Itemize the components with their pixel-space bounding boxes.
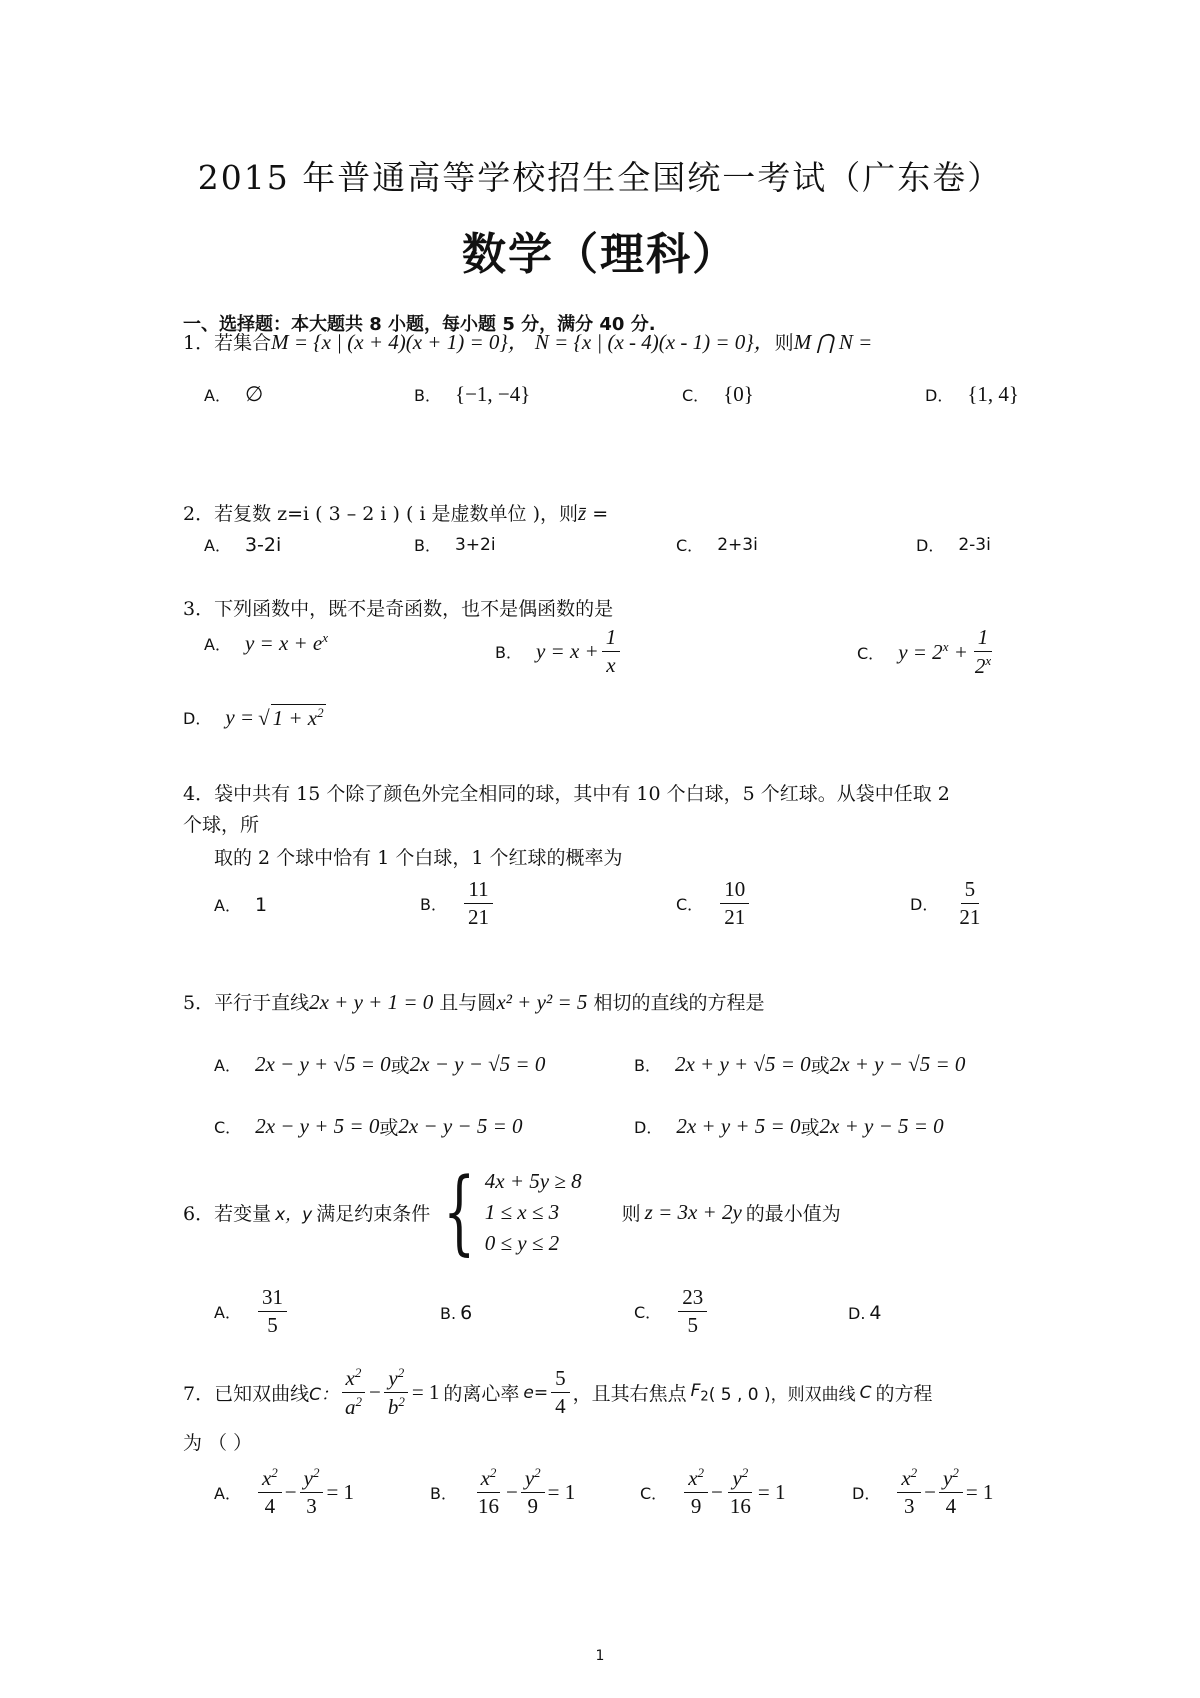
option-fraction — [258, 1286, 287, 1337]
sq-sup: 2 — [952, 1465, 959, 1480]
equals-one: = 1 — [757, 1479, 786, 1504]
option-label: B． — [634, 1056, 661, 1075]
q5-tail: 相切的直线的方程是 — [593, 992, 765, 1014]
fraction-denominator: 21 — [959, 905, 981, 930]
fraction-numerator: 5 — [961, 878, 980, 904]
q1-option-c — [682, 382, 754, 407]
q3-c-den-sup: x — [985, 653, 992, 669]
q6-option-a — [214, 1286, 290, 1337]
option-value — [245, 630, 328, 656]
q3-option-a — [204, 630, 328, 656]
q7-option-c — [640, 1466, 785, 1518]
option-value: {−1, −4} — [454, 382, 531, 406]
q7-f2-coord: ( 5 , 0 )，则双曲线 — [708, 1385, 856, 1406]
option-or: 或 — [379, 1117, 399, 1139]
option-value: 4 — [869, 1302, 882, 1324]
q3-a-sup: x — [322, 630, 329, 645]
fraction-denominator: 21 — [467, 905, 489, 930]
q5-option-c — [214, 1113, 523, 1140]
option-label: D． — [925, 386, 954, 405]
option-or: 或 — [800, 1117, 820, 1139]
var-x: x — [901, 1466, 911, 1490]
option-or: 或 — [810, 1055, 830, 1077]
var-y: y — [732, 1466, 742, 1490]
q7-option-b — [430, 1466, 575, 1518]
option-label: A． — [204, 536, 231, 555]
q3-d-radicand: 1 + x — [272, 706, 318, 730]
option-fraction — [720, 878, 749, 929]
q3-a-base: y = x + e — [244, 631, 323, 655]
var-x: x — [261, 1466, 272, 1490]
fraction-numerator: 23 — [678, 1286, 707, 1312]
q4-option-b — [420, 878, 496, 929]
var-b: b — [387, 1395, 399, 1420]
q3-option-c — [857, 626, 998, 678]
page-subtitle: 数学（理科） — [462, 229, 738, 280]
fraction-denominator: 4 — [264, 1494, 276, 1519]
fraction-numerator — [897, 1466, 921, 1493]
option-fraction — [955, 878, 984, 929]
option-label: B. — [440, 1303, 457, 1323]
question-2 — [183, 499, 608, 526]
section-heading: 一、选择题：本大题共 8 小题，每小题 5 分，满分 40 分. — [183, 314, 656, 335]
q1-set-n: N = {x | (x - 4)(x - 1) = 0}， — [534, 330, 775, 354]
option-value: 2+3i — [717, 534, 758, 555]
option-eq-2: 2x + y − 5 = 0 — [819, 1114, 944, 1138]
option-label: B． — [414, 536, 441, 555]
option-value: 1 — [254, 893, 268, 916]
var-y: y — [943, 1466, 953, 1490]
question-6 — [183, 1158, 841, 1265]
option-value: 3+2i — [454, 534, 496, 555]
q2-option-a — [204, 533, 281, 556]
q6-then: 则 — [621, 1202, 641, 1225]
option-eq-1: 2x − y + 5 = 0 — [255, 1114, 380, 1138]
sq-sup: 2 — [489, 1465, 497, 1480]
page-title: 2015 年普通高等学校招生全国统一考试（广东卷） — [197, 158, 1003, 197]
q6-option-b — [440, 1302, 472, 1324]
option-x-fraction — [684, 1466, 708, 1518]
q6-option-d — [848, 1302, 882, 1324]
q3-d-expr: y = — [225, 705, 255, 730]
option-label: D． — [183, 709, 212, 729]
sq-sup: 2 — [910, 1465, 918, 1480]
fraction-numerator: 5 — [551, 1367, 570, 1393]
q5-option-a — [214, 1051, 545, 1078]
option-label: C． — [676, 895, 704, 915]
question-7 — [183, 1366, 933, 1419]
fraction-denominator: x — [606, 653, 616, 678]
option-label: C． — [682, 386, 710, 405]
minus-sign: − — [924, 1479, 936, 1504]
fraction-numerator: 10 — [720, 878, 749, 904]
fraction-denominator — [384, 1393, 409, 1419]
q3-b-fraction — [602, 626, 621, 677]
q1-option-a — [204, 382, 263, 407]
q7-f2 — [691, 1381, 709, 1404]
constraint-line: 4x + 5y ≥ 8 — [484, 1168, 582, 1193]
option-y-fraction — [726, 1466, 755, 1518]
sq-sup: 2 — [271, 1465, 278, 1480]
fraction-numerator: 1 — [602, 626, 621, 652]
option-value: 3-2i — [244, 533, 282, 556]
option-x-fraction — [897, 1466, 921, 1518]
sq-sup: 2 — [741, 1465, 749, 1480]
q3-c-expr — [898, 639, 968, 665]
option-label: C． — [640, 1483, 668, 1503]
question-4-line-2: 个球，所 — [183, 814, 260, 836]
option-label: B． — [414, 386, 441, 405]
option-y-fraction — [300, 1466, 324, 1518]
option-y-fraction — [521, 1466, 545, 1518]
fraction-denominator: 9 — [527, 1494, 538, 1519]
q7-e-fraction — [551, 1367, 570, 1418]
option-fraction — [678, 1286, 707, 1337]
sq-sup: 2 — [355, 1394, 362, 1410]
option-label: D． — [852, 1483, 881, 1503]
q3-c-sup: x — [942, 639, 949, 655]
q3-d-sqrt: √ $1 + x^2$ — [258, 705, 324, 730]
left-brace-icon: { — [443, 1158, 476, 1265]
q2-option-d — [916, 533, 991, 556]
option-fraction — [464, 878, 493, 929]
option-label: C． — [857, 643, 885, 663]
fraction-denominator: 3 — [903, 1494, 915, 1519]
option-eq-1: 2x + y + 5 = 0 — [676, 1114, 801, 1138]
fraction-numerator — [684, 1466, 708, 1493]
fraction-denominator: 16 — [729, 1494, 751, 1519]
fraction-numerator — [258, 1466, 282, 1493]
fraction-denominator: 16 — [477, 1494, 499, 1519]
question-5 — [183, 988, 764, 1015]
q3-option-d — [183, 704, 326, 731]
q3-c-den-base: 2 — [974, 654, 986, 679]
fraction-denominator — [971, 652, 995, 678]
question-1 — [183, 326, 872, 356]
fraction-denominator: 4 — [945, 1494, 957, 1519]
fraction-numerator — [300, 1466, 324, 1493]
q1-tail: M ⋂ N = — [793, 330, 873, 354]
option-eq-2: 2x + y − √5 = 0 — [829, 1052, 966, 1076]
option-label: C． — [676, 536, 704, 555]
q1-option-b — [414, 382, 530, 407]
minus-sign: − — [368, 1380, 381, 1405]
minus-sign: − — [505, 1479, 518, 1504]
option-label: C． — [634, 1303, 662, 1323]
q7-e: e= — [523, 1382, 549, 1403]
fraction-denominator: 5 — [687, 1313, 698, 1338]
fraction-numerator: 31 — [258, 1286, 287, 1312]
option-label: A． — [214, 1483, 241, 1503]
q6-objective: z = 3x + 2y — [644, 1199, 742, 1224]
question-7-line-2: 为 （ ） — [183, 1432, 253, 1454]
fraction-denominator: 21 — [724, 905, 746, 930]
q7-y-fraction — [384, 1366, 409, 1419]
constraint-line: 1 ≤ x ≤ 3 — [484, 1199, 560, 1224]
var-x: x — [480, 1466, 490, 1490]
minus-sign: − — [284, 1479, 297, 1504]
option-value: 6 — [460, 1302, 473, 1324]
option-value: 2-3i — [958, 534, 991, 555]
sq-sup: 2 — [398, 1394, 405, 1410]
fraction-denominator: 5 — [267, 1313, 278, 1338]
option-eq-1: 2x − y + √5 = 0 — [254, 1052, 391, 1076]
q1-option-d — [925, 382, 1019, 407]
fraction-numerator — [728, 1466, 752, 1493]
sq-sup: 2 — [354, 1365, 362, 1380]
q3-d-sup: 2 — [317, 705, 324, 720]
option-label: D． — [916, 536, 945, 555]
q4-option-a — [214, 893, 267, 916]
sq-sup: 2 — [534, 1465, 541, 1480]
var-y: y — [524, 1466, 535, 1490]
q6-mid: 满足约束条件 — [316, 1202, 431, 1225]
option-or: 或 — [390, 1055, 410, 1077]
q7-prefix: 7．已知双曲线 — [183, 1383, 310, 1406]
option-eq-2: 2x − y − 5 = 0 — [398, 1114, 523, 1138]
q5-option-b — [634, 1051, 965, 1078]
option-label: B． — [420, 895, 447, 915]
option-value: ∅ — [244, 382, 264, 406]
var-x: x — [688, 1466, 698, 1490]
equals-one: = 1 — [965, 1479, 994, 1504]
q7-eq-tail: = 1 — [411, 1380, 440, 1405]
option-label: A． — [214, 896, 241, 915]
option-eq-1: 2x + y + √5 = 0 — [674, 1052, 811, 1076]
q3-b-expr: y = x + — [535, 639, 599, 664]
q3-c-plus: + — [953, 640, 968, 665]
fraction-numerator — [477, 1466, 501, 1493]
q7-x-fraction — [341, 1366, 366, 1419]
var-y: y — [303, 1466, 313, 1490]
q5-prefix: 5．平行于直线 — [183, 992, 310, 1014]
fraction-numerator — [939, 1466, 963, 1493]
option-label: B． — [495, 643, 522, 663]
q5-mid: 且与圆 — [439, 992, 497, 1014]
q2-option-b — [414, 533, 496, 556]
option-value: {0} — [723, 382, 754, 406]
q6-tail: 的最小值为 — [745, 1202, 841, 1225]
fraction-denominator — [341, 1393, 366, 1419]
q2-text: 2．若复数 z=i ( 3 – 2 i ) ( i 是虚数单位 )，则 — [183, 503, 579, 525]
fraction-numerator: 11 — [464, 878, 492, 904]
q3-option-b — [495, 626, 623, 677]
option-label: A． — [204, 386, 231, 405]
option-y-fraction — [939, 1466, 963, 1518]
q6-constraints — [485, 1169, 582, 1256]
q7-mid: 的离心率 — [443, 1383, 520, 1406]
q6-constraint-system — [430, 1158, 582, 1265]
q4-option-d — [910, 878, 987, 929]
q7-c: C： — [309, 1385, 338, 1406]
question-4-line-3: 取的 2 个球中恰有 1 个白球，1 个红球的概率为 — [214, 847, 623, 869]
q7-option-a — [214, 1466, 354, 1518]
q6-option-c — [634, 1286, 710, 1337]
option-label: C． — [214, 1118, 242, 1137]
minus-sign: − — [711, 1479, 723, 1504]
q5-option-d — [634, 1113, 944, 1140]
fraction-denominator: 4 — [555, 1394, 566, 1419]
q1-set-m: M = {x | (x + 4)(x + 1) = 0}， — [271, 330, 529, 354]
sq-sup: 2 — [397, 1365, 405, 1380]
option-label: B． — [430, 1483, 457, 1503]
q2-eq: = — [586, 503, 609, 525]
q5-circle: x² + y² = 5 — [496, 990, 588, 1014]
q7-option-d — [852, 1466, 993, 1518]
q3-c-fraction — [971, 626, 995, 678]
q7-c2: C — [859, 1382, 872, 1403]
q5-line: 2x + y + 1 = 0 — [309, 990, 434, 1014]
q7-f2-base: F — [690, 1380, 701, 1401]
equals-one: = 1 — [547, 1479, 576, 1504]
option-label: D． — [910, 895, 939, 915]
option-label: D. — [848, 1303, 866, 1323]
constraint-line: 0 ≤ y ≤ 2 — [484, 1230, 560, 1255]
var-a: a — [344, 1395, 356, 1420]
var-x: x — [345, 1366, 355, 1390]
var-y: y — [388, 1366, 398, 1390]
option-label: A． — [214, 1056, 241, 1075]
option-label: D． — [634, 1118, 663, 1137]
option-x-fraction — [474, 1466, 503, 1518]
option-x-fraction — [258, 1466, 282, 1518]
q2-option-c — [676, 533, 758, 556]
fraction-numerator — [342, 1366, 366, 1393]
fraction-numerator: 1 — [974, 626, 993, 652]
question-3: 3．下列函数中，既不是奇函数，也不是偶函数的是 — [183, 598, 614, 620]
q7-f2-sub: 2 — [700, 1389, 709, 1405]
q7-focus: ，且其右焦点 — [572, 1383, 687, 1406]
q4-option-c — [676, 878, 752, 929]
page-number: 1 — [595, 1648, 605, 1664]
equals-one: = 1 — [326, 1479, 355, 1504]
sq-sup: 2 — [312, 1465, 320, 1480]
option-label: A． — [214, 1303, 241, 1323]
question-4-line-1: 4．袋中共有 15 个除了颜色外完全相同的球，其中有 10 个白球，5 个红球。从袋中任取 2 — [183, 783, 950, 805]
option-label: A． — [204, 634, 231, 654]
q6-vars: x，y — [275, 1204, 313, 1225]
q2-zbar: z̄ — [578, 501, 587, 525]
q6-prefix: 6．若变量 — [183, 1202, 272, 1225]
q7-tail: 的方程 — [875, 1383, 933, 1406]
fraction-denominator: 9 — [690, 1494, 702, 1519]
fraction-numerator — [521, 1466, 545, 1493]
q1-prefix: 1．若集合 — [183, 332, 272, 354]
option-value: {1, 4} — [967, 382, 1019, 406]
option-eq-2: 2x − y − √5 = 0 — [409, 1052, 546, 1076]
q3-c-base: y = 2 — [898, 640, 943, 665]
fraction-numerator — [384, 1366, 408, 1393]
fraction-denominator: 3 — [306, 1494, 317, 1519]
q1-then: 则 — [774, 332, 794, 354]
sq-sup: 2 — [697, 1465, 705, 1480]
